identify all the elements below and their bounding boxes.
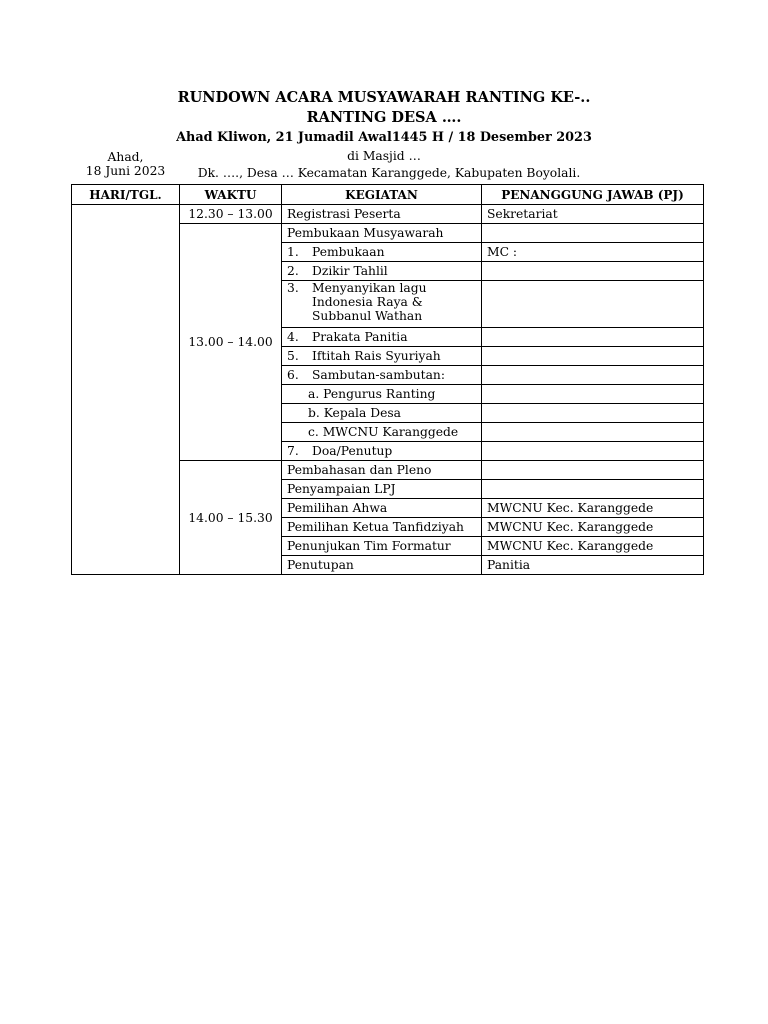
item-label: Pembukaan bbox=[312, 245, 385, 259]
item-number: 3. bbox=[287, 281, 299, 295]
day-date: 18 Juni 2023 bbox=[85, 163, 166, 178]
activity-cell bbox=[282, 262, 482, 281]
address-line: Dk. …., Desa … Kecamatan Karanggede, Kabupaten Boyolali. bbox=[197, 166, 581, 180]
item-label: Sambutan-sambutan: bbox=[312, 368, 445, 382]
sub-item-letter: a. bbox=[308, 387, 320, 401]
pj-cell: Panitia bbox=[482, 556, 704, 575]
activity-cell bbox=[282, 328, 482, 347]
item-number: 5. bbox=[287, 349, 299, 363]
pj-cell bbox=[482, 328, 704, 347]
column-header-activity: KEGIATAN bbox=[282, 185, 482, 205]
activity-cell bbox=[282, 281, 482, 328]
item-label: Prakata Panitia bbox=[312, 330, 408, 344]
item-label: Doa/Penutup bbox=[312, 444, 393, 458]
sub-item-label: MWCNU Karanggede bbox=[322, 425, 459, 439]
pj-cell bbox=[482, 404, 704, 423]
day-name: Ahad, bbox=[107, 149, 144, 164]
title-line-2: RANTING DESA …. bbox=[306, 109, 462, 126]
activity-cell: Pembahasan dan Pleno bbox=[282, 461, 482, 480]
pj-cell bbox=[482, 480, 704, 499]
activity-cell bbox=[282, 385, 482, 404]
activity-cell: Penutupan bbox=[282, 556, 482, 575]
activity-cell bbox=[282, 366, 482, 385]
pj-cell bbox=[482, 224, 704, 243]
sub-item-label: Pengurus Ranting bbox=[323, 387, 436, 401]
pj-cell bbox=[482, 461, 704, 480]
place-line: di Masjid … bbox=[347, 149, 421, 163]
activity-cell bbox=[282, 243, 482, 262]
time-cell: 12.30 – 13.00 bbox=[180, 205, 282, 224]
date-line: Ahad Kliwon, 21 Jumadil Awal1445 H / 18 Desember 2023 bbox=[176, 130, 592, 145]
item-number: 7. bbox=[287, 444, 299, 458]
pj-cell bbox=[482, 281, 704, 328]
pj-cell: MWCNU Kec. Karanggede bbox=[482, 518, 704, 537]
activity-cell: Penunjukan Tim Formatur bbox=[282, 537, 482, 556]
activity-cell bbox=[282, 404, 482, 423]
pj-cell bbox=[482, 347, 704, 366]
table-row bbox=[72, 205, 704, 224]
pj-cell: MWCNU Kec. Karanggede bbox=[482, 537, 704, 556]
activity-cell: Pemilihan Ahwa bbox=[282, 499, 482, 518]
title-line-1: RUNDOWN ACARA MUSYAWARAH RANTING KE-.. bbox=[177, 89, 591, 106]
sub-item-label: Kepala Desa bbox=[323, 406, 401, 420]
activity-cell bbox=[282, 347, 482, 366]
activity-cell bbox=[282, 423, 482, 442]
activity-cell: Pembukaan Musyawarah bbox=[282, 224, 482, 243]
item-label-line: Menyanyikan lagu bbox=[312, 281, 427, 295]
item-label-line: Subbanul Wathan bbox=[312, 309, 423, 323]
pj-cell bbox=[482, 442, 704, 461]
activity-cell bbox=[282, 442, 482, 461]
column-header-day: HARI/TGL. bbox=[72, 185, 180, 205]
time-cell: 14.00 – 15.30 bbox=[180, 461, 282, 575]
activity-cell: Registrasi Peserta bbox=[282, 205, 482, 224]
pj-cell bbox=[482, 385, 704, 404]
item-number: 2. bbox=[287, 264, 299, 278]
pj-cell: MC : bbox=[482, 243, 704, 262]
column-header-pj: PENANGGUNG JAWAB (PJ) bbox=[482, 185, 704, 205]
item-number: 4. bbox=[287, 330, 299, 344]
sub-item-letter: b. bbox=[308, 406, 320, 420]
pj-cell bbox=[482, 262, 704, 281]
item-label: Iftitah Rais Syuriyah bbox=[312, 349, 441, 363]
table-header-row bbox=[72, 185, 704, 205]
pj-cell bbox=[482, 423, 704, 442]
pj-cell: MWCNU Kec. Karanggede bbox=[482, 499, 704, 518]
sub-item-letter: c. bbox=[308, 425, 319, 439]
item-number: 1. bbox=[287, 245, 299, 259]
item-label: Dzikir Tahlil bbox=[312, 264, 388, 278]
pj-cell bbox=[482, 366, 704, 385]
item-label-line: Indonesia Raya & bbox=[312, 295, 423, 309]
column-header-time: WAKTU bbox=[180, 185, 282, 205]
pj-cell: Sekretariat bbox=[482, 205, 704, 224]
activity-cell: Pemilihan Ketua Tanfidziyah bbox=[282, 518, 482, 537]
item-number: 6. bbox=[287, 368, 299, 382]
activity-cell: Penyampaian LPJ bbox=[282, 480, 482, 499]
time-cell: 13.00 – 14.00 bbox=[180, 224, 282, 461]
